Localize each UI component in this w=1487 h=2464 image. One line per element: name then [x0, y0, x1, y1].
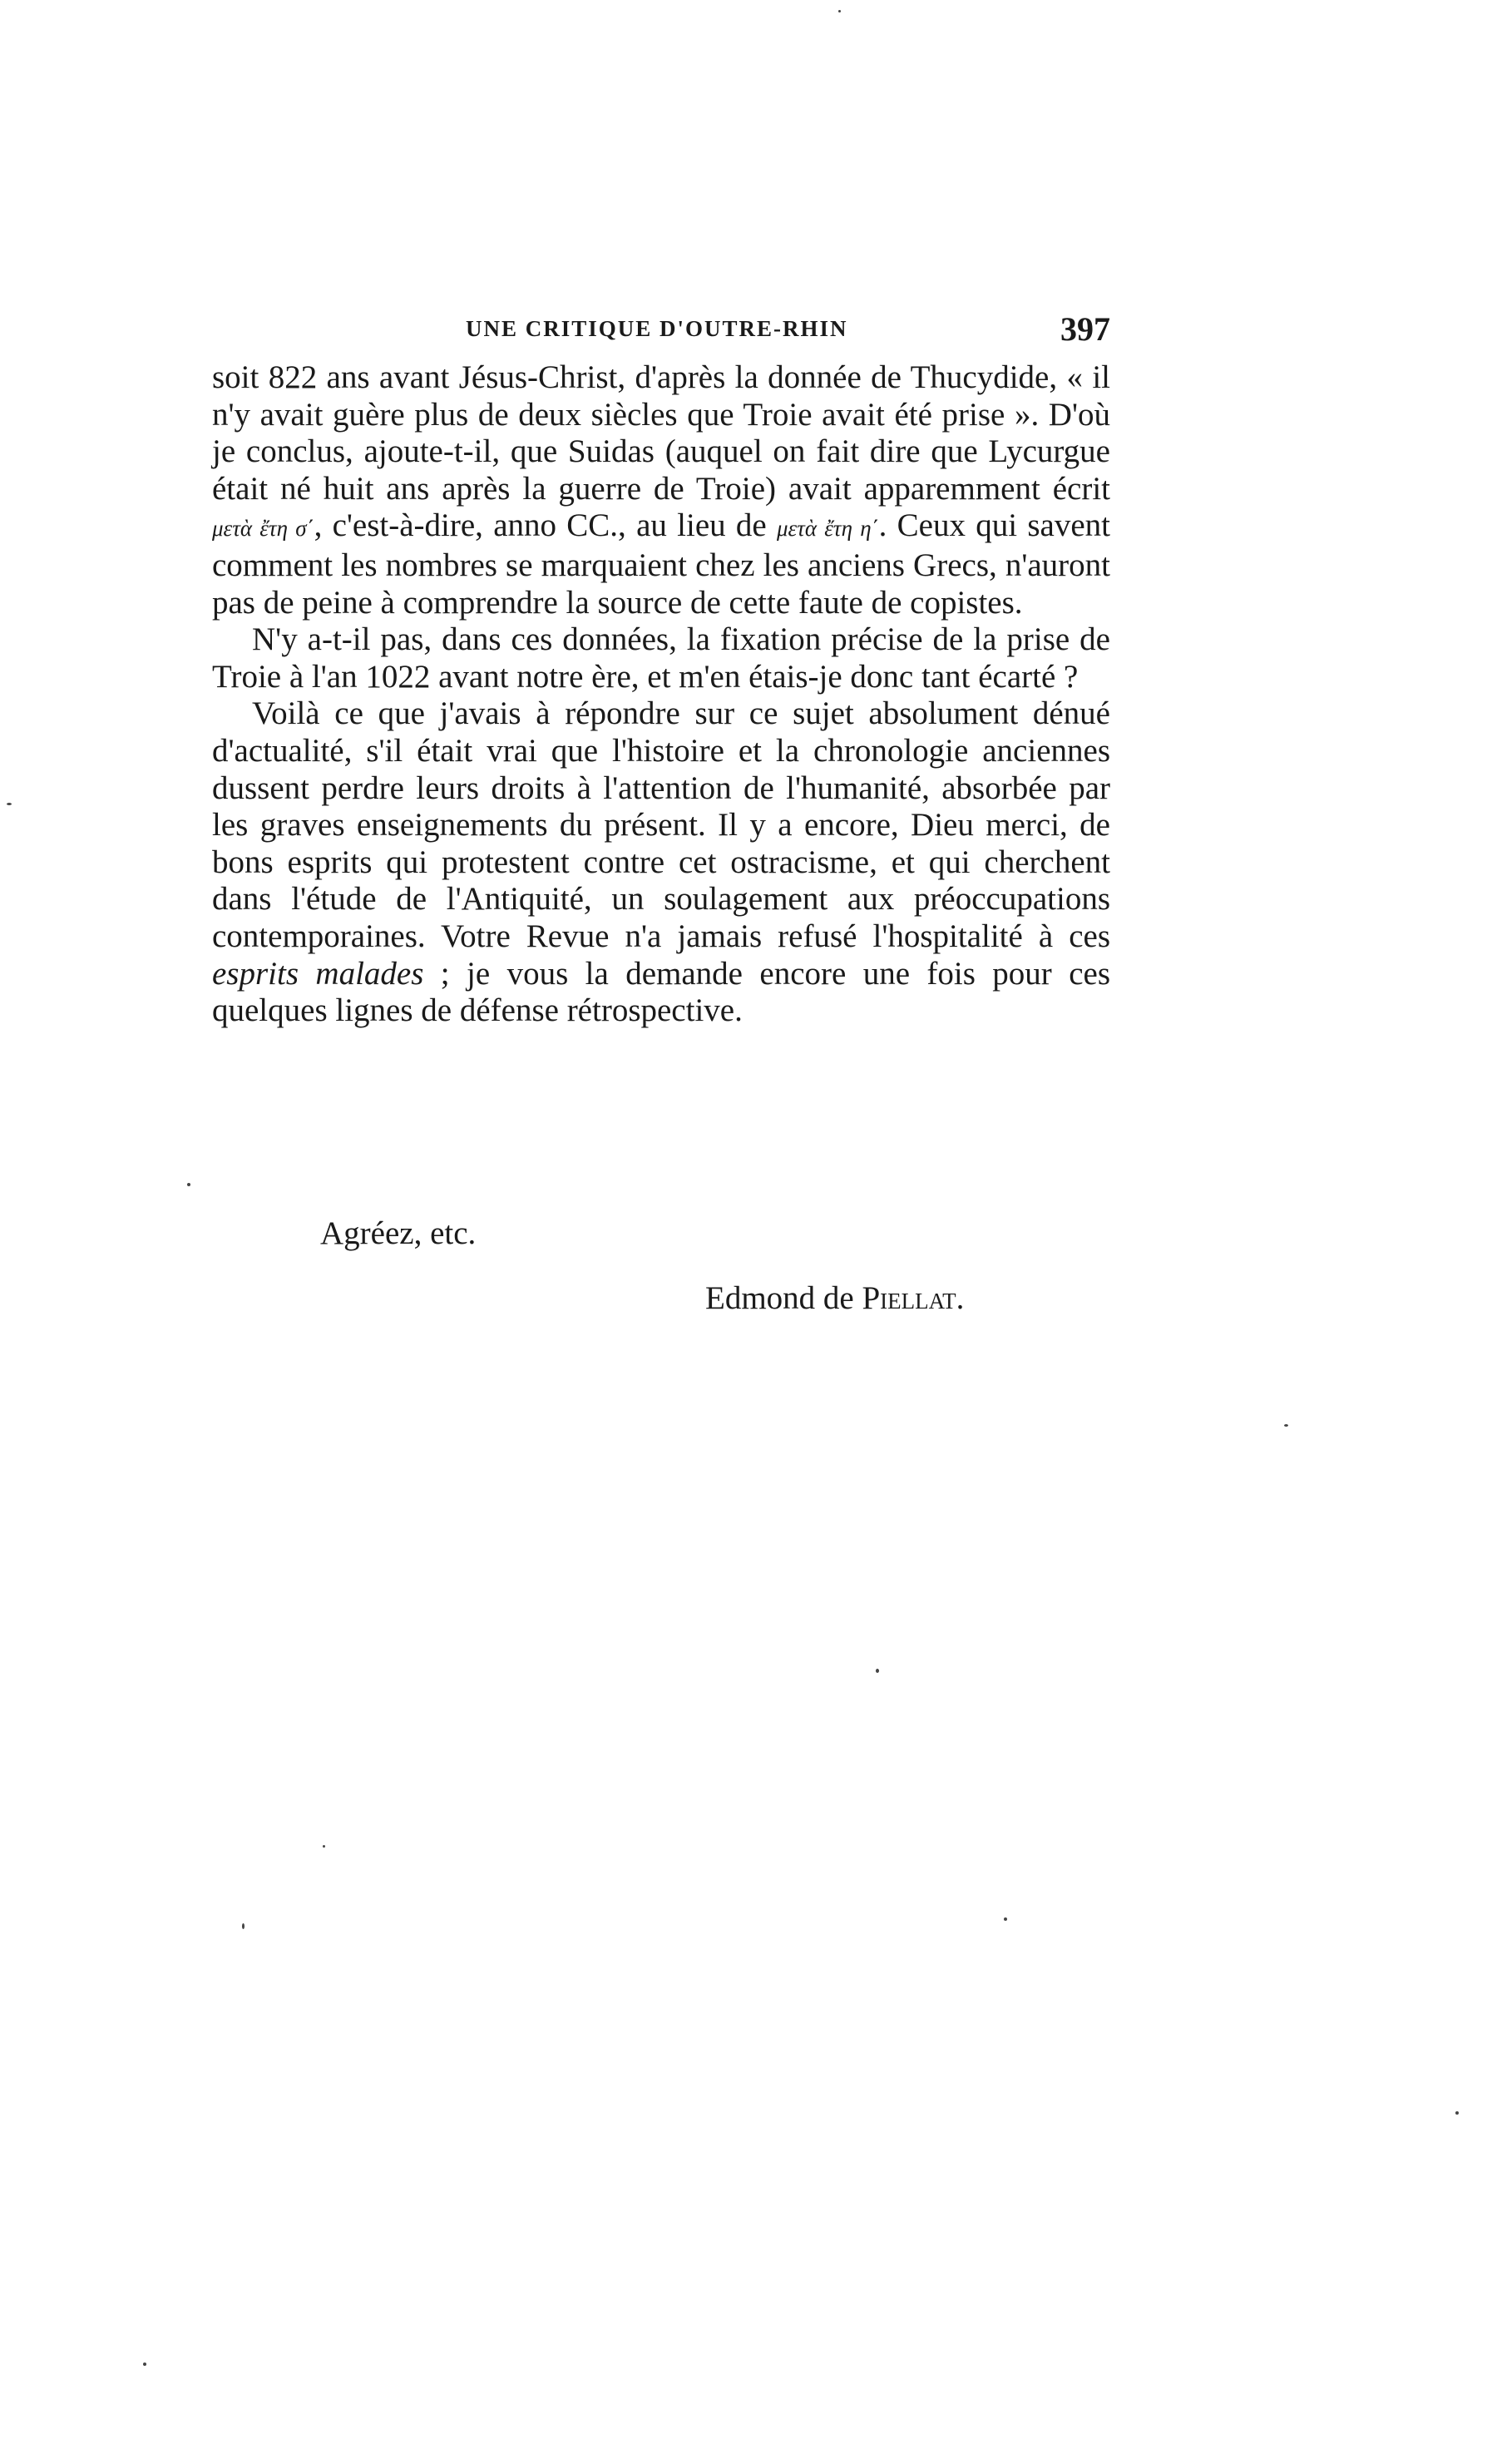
scan-speck	[187, 1183, 190, 1186]
signature-surname: Piellat.	[862, 1280, 965, 1316]
scan-speck	[1455, 2111, 1459, 2115]
signature-first-name: Edmond de	[705, 1280, 854, 1316]
scan-speck	[242, 1923, 245, 1929]
scan-speck	[1284, 1424, 1288, 1427]
scan-speck	[7, 803, 12, 805]
running-head	[212, 309, 1110, 351]
scan-speck	[1004, 1917, 1007, 1921]
body-text	[212, 359, 1110, 1030]
paragraph-1-text-b: , c'est-à-dire, anno CC., au lieu de	[314, 507, 777, 544]
scan-speck	[143, 2363, 146, 2366]
running-title: UNE CRITIQUE D'OUTRE-RHIN	[466, 316, 848, 341]
paragraph-1-text-a: soit 822 ans avant Jésus-Christ, d'après la donnée de Thucydide, « il n'y avait guère plus de deux siècles que Troie avait été prise ». D'où je conclus, ajoute-t-il, que Suidas (auquel on fait dire que Lycurgue était né huit ans après la guerre de Troie) avait apparemment écrit	[212, 359, 1110, 507]
greek-phrase-1: μετὰ ἔτη σ΄	[212, 516, 314, 542]
signature	[705, 1279, 964, 1317]
scan-speck	[838, 10, 841, 12]
paragraph-3-text-a: Voilà ce que j'avais à répondre sur ce sujet absolument dénué d'actualité, s'il était vrai que l'histoire et la chronologie anciennes dussent perdre leurs droits à l'attention de l'humanité, absorbée par les graves enseignements du présent. Il y a encore, Dieu merci, de bons esprits qui protestent contre cet ostracisme, et qui cherchent dans l'étude de l'Antiquité, un soulagement aux préoccupations contemporaines. Votre Revue n'a jamais refusé l'hospitalité à ces	[212, 695, 1110, 954]
italic-phrase: esprits malades	[212, 955, 424, 992]
scan-speck	[323, 1845, 325, 1848]
paragraph-2: N'y a-t-il pas, dans ces données, la fixation précise de la prise de Troie à l'an 1022 avant notre ère, et m'en étais-je donc tant écarté ?	[212, 621, 1110, 695]
closing-salutation: Agréez, etc.	[320, 1215, 477, 1251]
greek-phrase-2: μετὰ ἔτη η΄	[776, 516, 879, 542]
page-number: 397	[1060, 310, 1110, 348]
scan-speck	[876, 1669, 879, 1673]
paragraph-1-text-c: . Ceux qui savent comment les nombres se marquaient chez les anciens Grecs, n'auront pas de peine à comprendre la source de cette faute de copistes.	[212, 507, 1110, 621]
paragraph-1	[212, 359, 1110, 621]
paragraph-3-text-b: ; je vous la demande encore une fois pour ces quelques lignes de défense rétrospective.	[212, 955, 1110, 1029]
paragraph-3	[212, 695, 1110, 1029]
